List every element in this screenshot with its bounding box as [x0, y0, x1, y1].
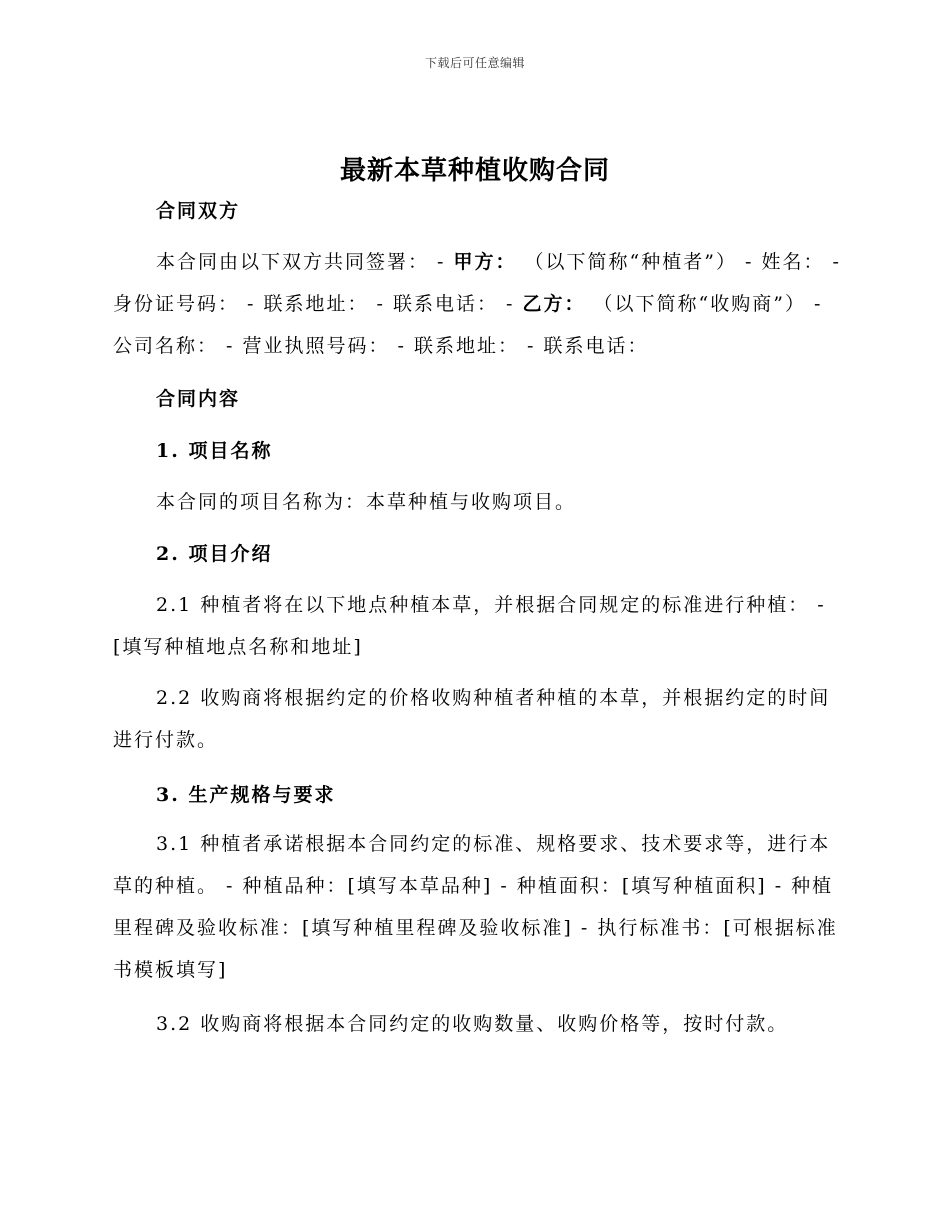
section-content-heading: 合同内容 — [156, 388, 241, 410]
section-1-heading: 1. 项目名称 — [156, 440, 273, 462]
parties-paragraph — [113, 241, 843, 367]
section-3-paragraph-2: 3.2 收购商将根据本合同约定的收购数量、收购价格等，按时付款。 — [156, 1013, 789, 1035]
section-2-paragraph-1: 2.1 种植者将在以下地点种植本草，并根据合同规定的标准进行种植： - [填写种植地点名称和地址] — [113, 594, 826, 658]
parties-text-1: 本合同由以下双方共同签署： - — [156, 251, 454, 273]
section-parties-heading: 合同双方 — [156, 200, 241, 222]
document-title: 最新本草种植收购合同 — [339, 156, 610, 186]
section-3-heading: 3. 生产规格与要求 — [156, 784, 336, 806]
section-2-paragraph-2: 2.2 收购商将根据约定的价格收购种植者种植的本草，并根据约定的时间进行付款。 — [113, 687, 831, 751]
section-2-heading: 2. 项目介绍 — [156, 543, 273, 565]
header-note: 下载后可任意编辑 — [424, 56, 525, 70]
parties-text-2: （以下简称“种植者”） - 姓名： - 身份证号码： - 联系地址： - 联系电话： - — [113, 251, 841, 315]
party-b-label: 乙方： — [522, 293, 586, 315]
section-1-paragraph: 本合同的项目名称为：本草种植与收购项目。 — [156, 491, 577, 513]
party-a-label: 甲方： — [453, 251, 517, 273]
section-3-paragraph-1: 3.1 种植者承诺根据本合同约定的标准、规格要求、技术要求等，进行本草的种植。 - 种植品种：[填写本草品种] - 种植面积：[填写种植面积] - 种植里程碑及验收标准：[填写种植里程碑及验收标准] - 执行标准书：[可根据标准书模板填写] — [113, 833, 838, 981]
parties-text-3: （以下简称“收购商”） - 公司名称： - 营业执照号码： - 联系地址： - 联系电话： — [113, 293, 823, 357]
